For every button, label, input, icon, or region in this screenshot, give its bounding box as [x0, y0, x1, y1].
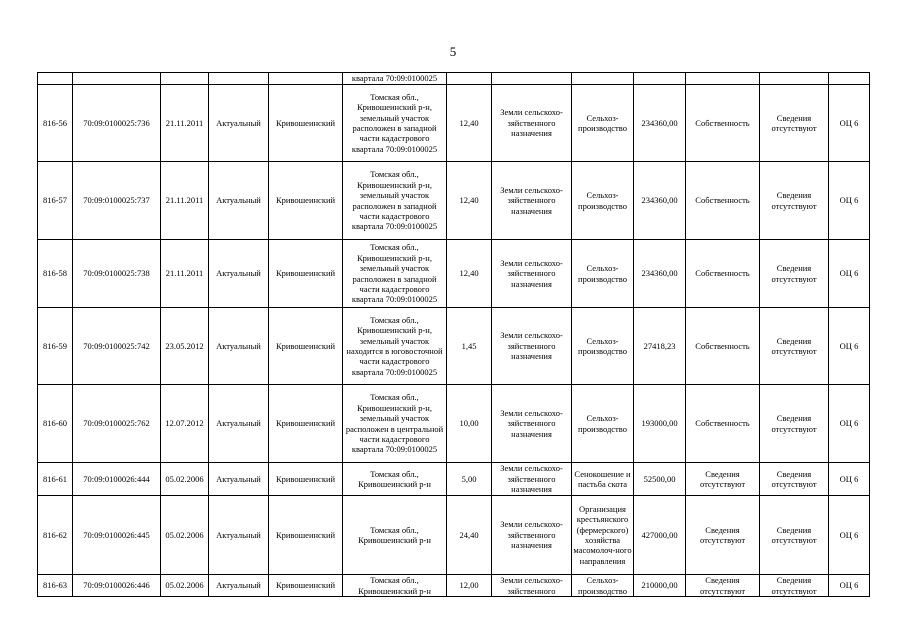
- registration-date: 12.07.2012: [161, 385, 209, 463]
- use-cell: Сельхоз-производство: [572, 385, 634, 463]
- right-cell: Собственность: [686, 162, 760, 240]
- value-cell: 27418,23: [634, 308, 686, 385]
- table-row: [38, 240, 870, 308]
- registration-date: 21.11.2011: [161, 162, 209, 240]
- area-cell: 12,40: [447, 85, 492, 162]
- code-cell: ОЦ 6: [829, 496, 870, 575]
- area-cell: 12,00: [447, 575, 492, 597]
- cadastral-number: 70:09:0100025:737: [73, 162, 161, 240]
- row-number: 816-63: [38, 575, 73, 597]
- right-cell: Сведения отсутствуют: [686, 575, 760, 597]
- table-row: [38, 496, 870, 575]
- registration-date: 21.11.2011: [161, 85, 209, 162]
- district-cell: Кривошеинский: [269, 463, 343, 496]
- page-number: 5: [449, 44, 457, 59]
- continuation-row: [38, 73, 870, 85]
- district-cell: Кривошеинский: [269, 162, 343, 240]
- table-row: [38, 85, 870, 162]
- table-row: [38, 463, 870, 496]
- table-row: [38, 308, 870, 385]
- address-cell: Томская обл., Кривошеинский р-н, земельный участок находится в юговосточной части кадастрового квартала 70:09:0100025: [343, 308, 447, 385]
- district-cell: Кривошеинский: [269, 85, 343, 162]
- area-cell: 10,00: [447, 385, 492, 463]
- encumbrance-cell: Сведения отсутствуют: [760, 575, 829, 597]
- address-cell: Томская обл., Кривошеинский р-н, земельный участок расположен в западной части кадастрового квартала 70:09:0100025: [343, 85, 447, 162]
- code-cell: ОЦ 6: [829, 308, 870, 385]
- status-cell: Актуальный: [209, 496, 269, 575]
- row-number: 816-57: [38, 162, 73, 240]
- encumbrance-cell: Сведения отсутствуют: [760, 162, 829, 240]
- area-cell: 1,45: [447, 308, 492, 385]
- value-cell: 52500,00: [634, 463, 686, 496]
- code-cell: ОЦ 6: [829, 385, 870, 463]
- status-cell: Актуальный: [209, 385, 269, 463]
- status-cell: Актуальный: [209, 85, 269, 162]
- address-cell: Томская обл., Кривошеинский р-н: [343, 463, 447, 496]
- area-cell: 5,00: [447, 463, 492, 496]
- encumbrance-cell: Сведения отсутствуют: [760, 240, 829, 308]
- registration-date: 23.05.2012: [161, 308, 209, 385]
- category-cell: Земли сельскохо-зяйственного назначения: [492, 85, 572, 162]
- district-cell: Кривошеинский: [269, 240, 343, 308]
- code-cell: ОЦ 6: [829, 162, 870, 240]
- right-cell: Сведения отсутствуют: [686, 463, 760, 496]
- row-number: 816-61: [38, 463, 73, 496]
- category-cell: Земли сельскохо-зяйственного: [492, 575, 572, 597]
- value-cell: 234360,00: [634, 240, 686, 308]
- table-row: [38, 385, 870, 463]
- registration-date: 21.11.2011: [161, 240, 209, 308]
- row-number: 816-58: [38, 240, 73, 308]
- cadastral-number: 70:09:0100026:445: [73, 496, 161, 575]
- use-cell: Сельхоз-производство: [572, 240, 634, 308]
- code-cell: ОЦ 6: [829, 85, 870, 162]
- category-cell: Земли сельскохо-зяйственного назначения: [492, 240, 572, 308]
- right-cell: Собственность: [686, 240, 760, 308]
- category-cell: Земли сельскохо-зяйственного назначения: [492, 496, 572, 575]
- area-cell: 24,40: [447, 496, 492, 575]
- area-cell: 12,40: [447, 240, 492, 308]
- value-cell: 193000,00: [634, 385, 686, 463]
- use-cell: Сельхоз-производство: [572, 85, 634, 162]
- registration-date: 05.02.2006: [161, 575, 209, 597]
- district-cell: Кривошеинский: [269, 385, 343, 463]
- encumbrance-cell: Сведения отсутствуют: [760, 385, 829, 463]
- address-cell: квартала 70:09:0100025: [343, 73, 447, 85]
- table-body: [38, 73, 870, 597]
- address-cell: Томская обл., Кривошеинский р-н, земельный участок расположен в западной части кадастрового квартала 70:09:0100025: [343, 162, 447, 240]
- cadastral-number: 70:09:0100025:762: [73, 385, 161, 463]
- code-cell: ОЦ 6: [829, 575, 870, 597]
- encumbrance-cell: Сведения отсутствуют: [760, 308, 829, 385]
- registration-date: 05.02.2006: [161, 463, 209, 496]
- status-cell: Актуальный: [209, 162, 269, 240]
- cadastral-number: 70:09:0100025:742: [73, 308, 161, 385]
- cadastral-number: 70:09:0100025:736: [73, 85, 161, 162]
- use-cell: Сельхоз-производство: [572, 162, 634, 240]
- encumbrance-cell: Сведения отсутствуют: [760, 463, 829, 496]
- value-cell: 210000,00: [634, 575, 686, 597]
- address-cell: Томская обл., Кривошеинский р-н: [343, 575, 447, 597]
- land-registry-table: [37, 72, 870, 597]
- row-number: 816-56: [38, 85, 73, 162]
- district-cell: Кривошеинский: [269, 496, 343, 575]
- table-row: [38, 575, 870, 597]
- area-cell: 12,40: [447, 162, 492, 240]
- row-number: 816-59: [38, 308, 73, 385]
- category-cell: Земли сельскохо-зяйственного назначения: [492, 463, 572, 496]
- address-cell: Томская обл., Кривошеинский р-н, земельный участок расположен в центральной части кадастрового квартала 70:09:0100025: [343, 385, 447, 463]
- right-cell: Собственность: [686, 308, 760, 385]
- use-cell: Сельхоз-производство: [572, 308, 634, 385]
- use-cell: Сельхоз-производство: [572, 575, 634, 597]
- status-cell: Актуальный: [209, 463, 269, 496]
- use-cell: Организация крестьянского (фермерского) хозяйства масомолоч-ного направления: [572, 496, 634, 575]
- code-cell: ОЦ 6: [829, 463, 870, 496]
- cadastral-number: 70:09:0100025:738: [73, 240, 161, 308]
- district-cell: Кривошеинский: [269, 308, 343, 385]
- status-cell: Актуальный: [209, 308, 269, 385]
- value-cell: 234360,00: [634, 162, 686, 240]
- right-cell: Собственность: [686, 85, 760, 162]
- right-cell: Сведения отсутствуют: [686, 496, 760, 575]
- encumbrance-cell: Сведения отсутствуют: [760, 496, 829, 575]
- category-cell: Земли сельскохо-зяйственного назначения: [492, 308, 572, 385]
- use-cell: Сенокошение и пастьба скота: [572, 463, 634, 496]
- value-cell: 427000,00: [634, 496, 686, 575]
- value-cell: 234360,00: [634, 85, 686, 162]
- row-number: 816-62: [38, 496, 73, 575]
- cadastral-number: 70:09:0100026:446: [73, 575, 161, 597]
- address-cell: Томская обл., Кривошеинский р-н, земельный участок расположен в западной части кадастрового квартала 70:09:0100025: [343, 240, 447, 308]
- status-cell: Актуальный: [209, 240, 269, 308]
- district-cell: Кривошеинский: [269, 575, 343, 597]
- right-cell: Собственность: [686, 385, 760, 463]
- code-cell: ОЦ 6: [829, 240, 870, 308]
- table-row: [38, 162, 870, 240]
- row-number: 816-60: [38, 385, 73, 463]
- status-cell: Актуальный: [209, 575, 269, 597]
- category-cell: Земли сельскохо-зяйственного назначения: [492, 385, 572, 463]
- encumbrance-cell: Сведения отсутствуют: [760, 85, 829, 162]
- address-cell: Томская обл., Кривошеинский р-н: [343, 496, 447, 575]
- category-cell: Земли сельскохо-зяйственного назначения: [492, 162, 572, 240]
- cadastral-number: 70:09:0100026:444: [73, 463, 161, 496]
- registration-date: 05.02.2006: [161, 496, 209, 575]
